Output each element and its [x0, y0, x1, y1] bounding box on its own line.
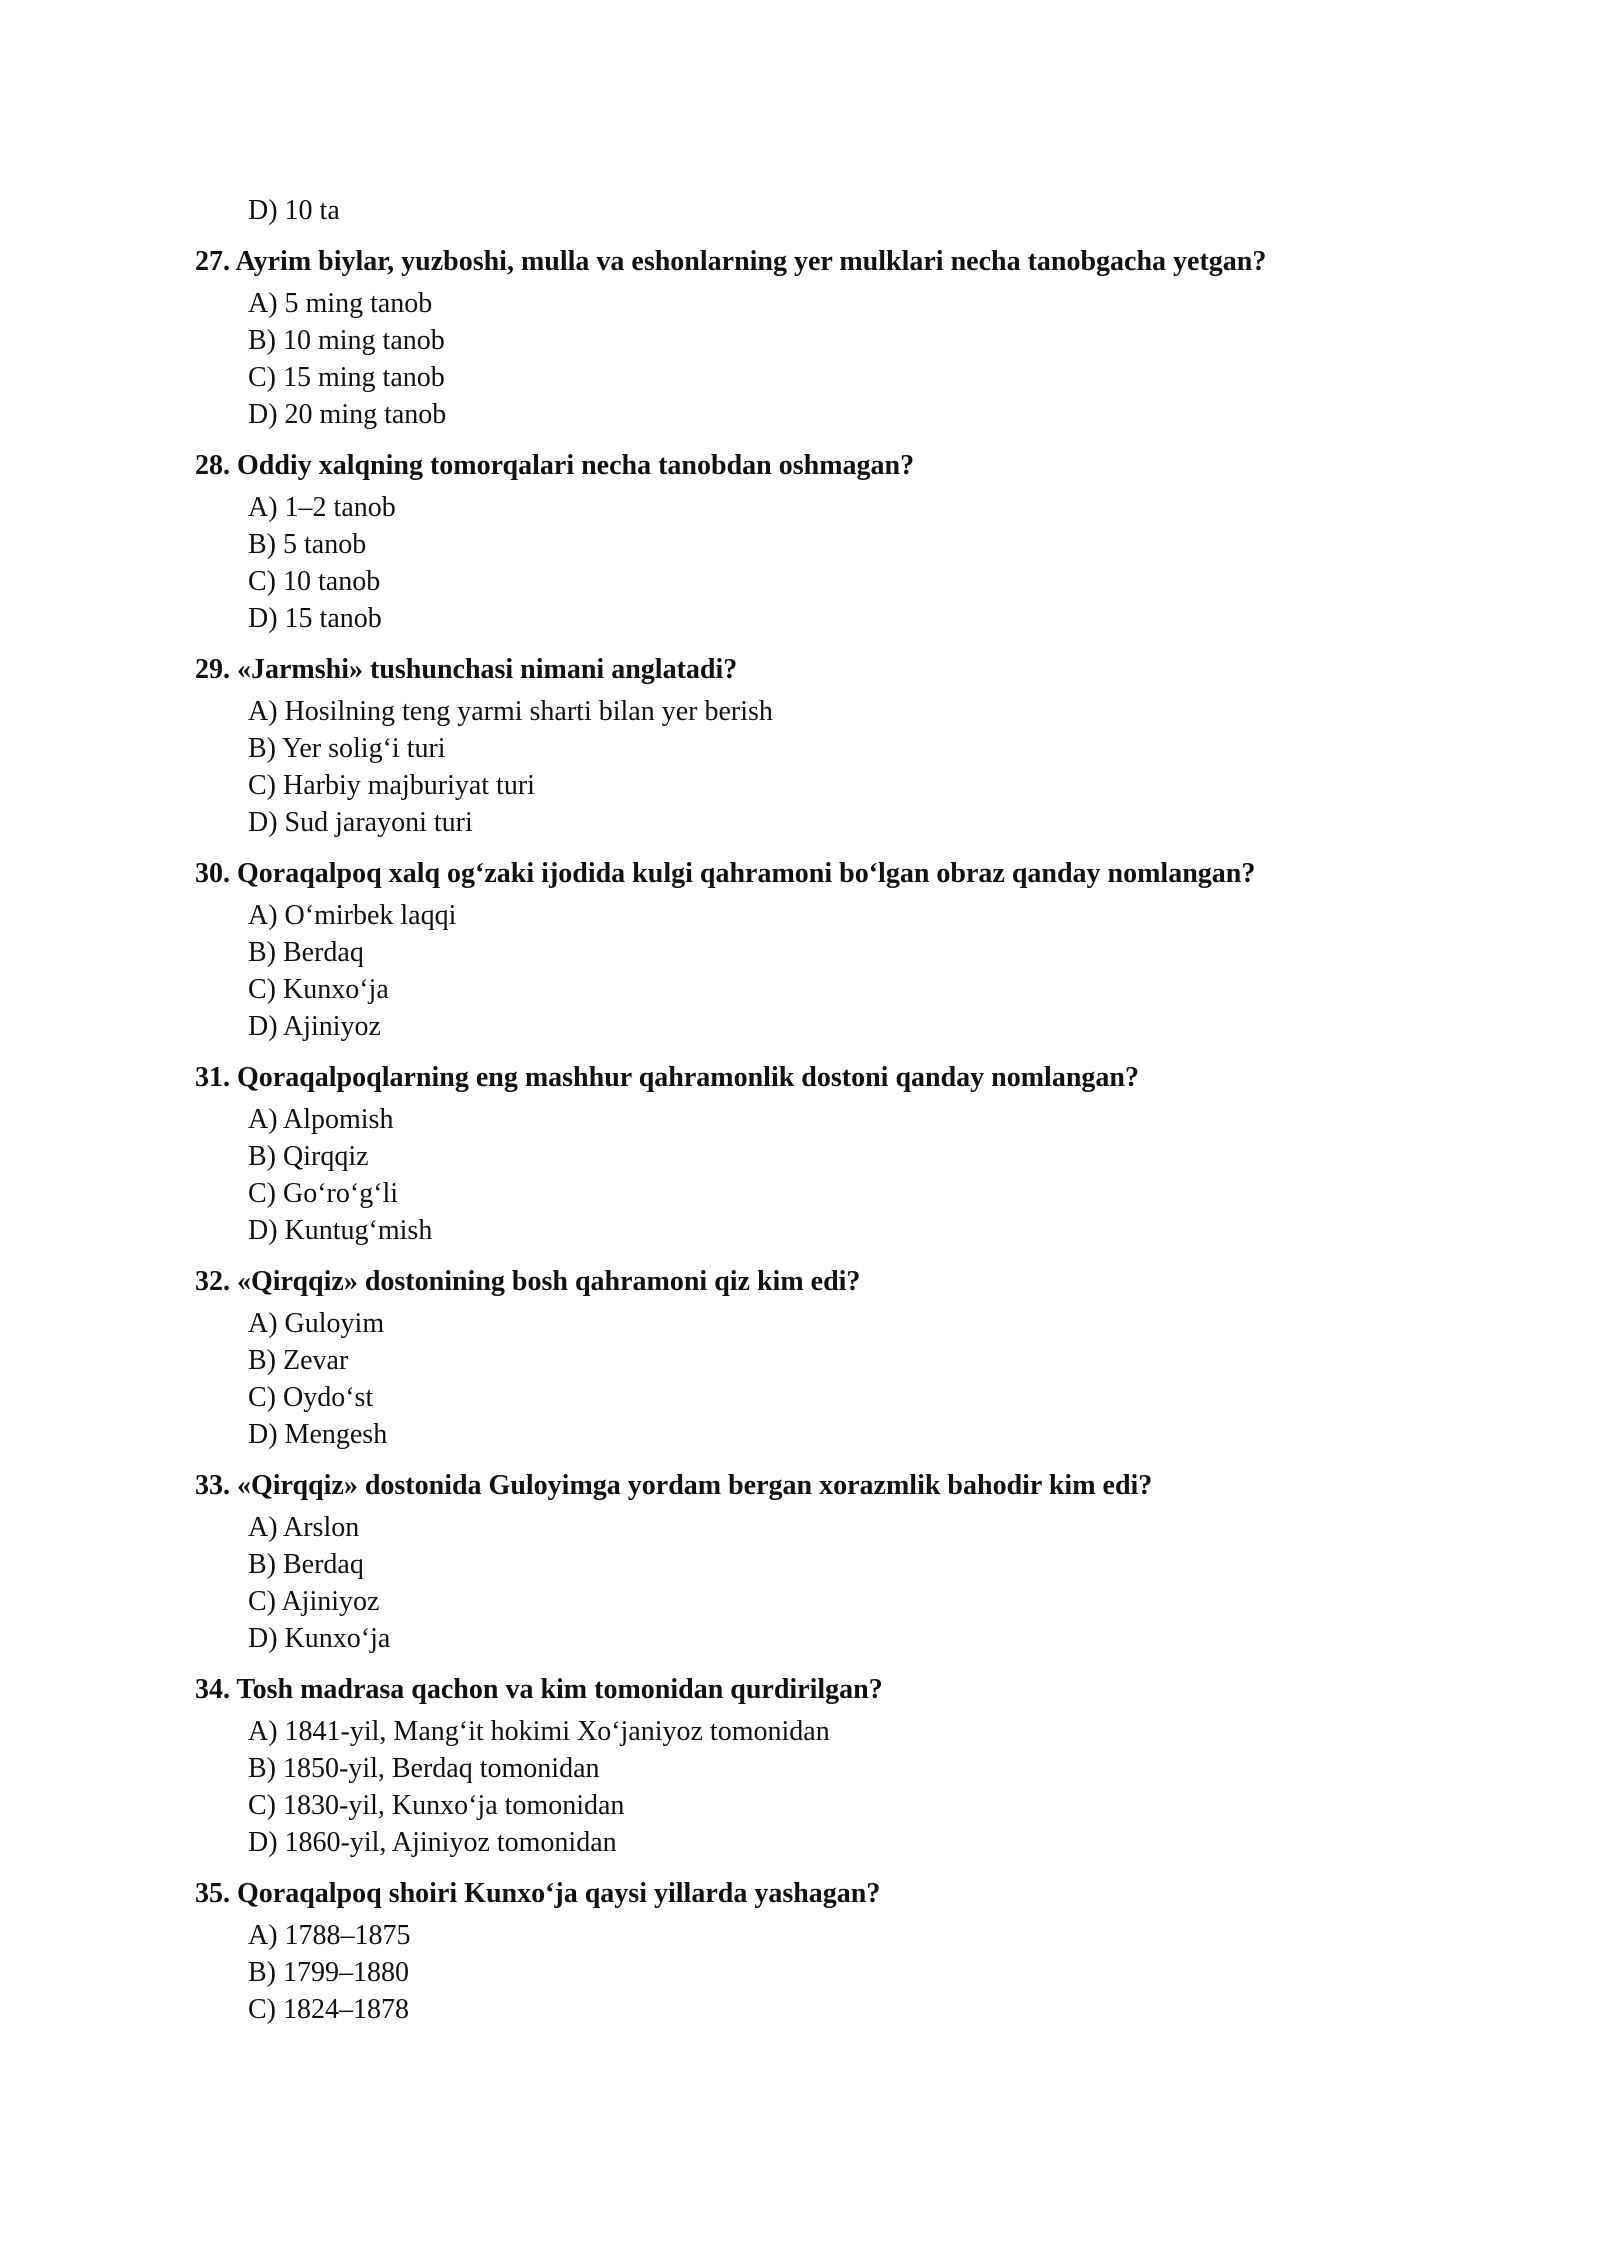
answer-option: C) Go‘ro‘g‘li: [248, 1178, 399, 1209]
answer-option: D) 10 ta: [248, 195, 340, 226]
answer-option: D) 1860-yil, Ajiniyoz tomonidan: [248, 1827, 617, 1858]
answer-option: C) 15 ming tanob: [248, 362, 445, 393]
answer-option: C) Kunxo‘ja: [248, 974, 389, 1005]
answer-option: D) 20 ming tanob: [248, 399, 447, 430]
answer-option: D) Sud jarayoni turi: [248, 807, 473, 838]
question-text: Tosh madrasa qachon va kim tomonidan qurdirilgan?: [236, 1674, 883, 1705]
question-block: [195, 651, 1415, 841]
answer-option: A) Arslon: [248, 1512, 360, 1543]
answer-option: B) Zevar: [248, 1345, 349, 1376]
question-list: [195, 192, 1415, 2028]
question-number: 29.: [195, 654, 230, 685]
answer-option: B) Qirqqiz: [248, 1141, 369, 1172]
answer-option: D) Mengesh: [248, 1419, 388, 1450]
answer-option: C) Oydo‘st: [248, 1382, 374, 1413]
answer-option: B) 5 tanob: [248, 529, 367, 560]
answer-option: B) 1799–1880: [248, 1957, 409, 1988]
question-block: [195, 1875, 1415, 2028]
question-title: [195, 1263, 1415, 1300]
question-block: [195, 1467, 1415, 1657]
question-text: «Qirqqiz» dostonida Guloyimga yordam bergan xorazmlik bahodir kim edi?: [237, 1470, 1153, 1501]
answer-option: A) 5 ming tanob: [248, 288, 433, 319]
question-block: [195, 855, 1415, 1045]
answer-option: A) Guloyim: [248, 1308, 385, 1339]
answer-option: D) Ajiniyoz: [248, 1011, 381, 1042]
question-text: Qoraqalpoq shoiri Kunxo‘ja qaysi yillarda yashagan?: [237, 1878, 881, 1909]
question-number: 32.: [195, 1266, 230, 1297]
question-text: «Jarmshi» tushunchasi nimani anglatadi?: [237, 654, 738, 685]
answer-option: C) 1830-yil, Kunxo‘ja tomonidan: [248, 1790, 625, 1821]
answer-option: B) Berdaq: [248, 1549, 364, 1580]
question-title: [195, 447, 1415, 484]
question-number: 27.: [195, 246, 230, 277]
question-number: 35.: [195, 1878, 230, 1909]
answer-option: D) 15 tanob: [248, 603, 382, 634]
question-number: 30.: [195, 858, 230, 889]
answer-option: D) Kunxo‘ja: [248, 1623, 391, 1654]
answer-option: A) 1–2 tanob: [248, 492, 396, 523]
question-block: [195, 447, 1415, 637]
question-title: [195, 1671, 1415, 1708]
question-number: 28.: [195, 450, 230, 481]
question-block: [195, 243, 1415, 433]
question-title: [195, 243, 1415, 280]
answer-option: C) 10 tanob: [248, 566, 381, 597]
answer-option: B) Yer solig‘i turi: [248, 733, 446, 764]
question-title: [195, 1059, 1415, 1096]
question-title: [195, 1467, 1415, 1504]
answer-option: A) 1788–1875: [248, 1920, 411, 1951]
question-block: [195, 1059, 1415, 1249]
answer-option: A) Hosilning teng yarmi sharti bilan yer berish: [248, 696, 773, 727]
question-text: Ayrim biylar, yuzboshi, mulla va eshonlarning yer mulklari necha tanobgacha yetgan?: [235, 246, 1267, 277]
question-text: Qoraqalpoq xalq og‘zaki ijodida kulgi qahramoni bo‘lgan obraz qanday nomlangan?: [237, 858, 1256, 889]
question-text: Oddiy xalqning tomorqalari necha tanobdan oshmagan?: [237, 450, 915, 481]
question-title: [195, 855, 1415, 892]
answer-option: B) Berdaq: [248, 937, 364, 968]
answer-option: B) 1850-yil, Berdaq tomonidan: [248, 1753, 600, 1784]
answer-option: C) 1824–1878: [248, 1994, 409, 2025]
answer-option: A) Alpomish: [248, 1104, 394, 1135]
questions-container: [195, 243, 1415, 2028]
question-number: 33.: [195, 1470, 230, 1501]
question-block: [195, 1263, 1415, 1453]
question-block: [195, 1671, 1415, 1861]
answer-option: B) 10 ming tanob: [248, 325, 445, 356]
question-text: «Qirqqiz» dostonining bosh qahramoni qiz kim edi?: [237, 1266, 861, 1297]
question-number: 31.: [195, 1062, 230, 1093]
answer-option: D) Kuntug‘mish: [248, 1215, 433, 1246]
answer-option: A) O‘mirbek laqqi: [248, 900, 457, 931]
question-number: 34.: [195, 1674, 230, 1705]
answer-option: A) 1841-yil, Mang‘it hokimi Xo‘janiyoz tomonidan: [248, 1716, 830, 1747]
question-text: Qoraqalpoqlarning eng mashhur qahramonlik dostoni qanday nomlangan?: [237, 1062, 1139, 1093]
answer-option: C) Harbiy majburiyat turi: [248, 770, 535, 801]
question-title: [195, 651, 1415, 688]
answer-option: C) Ajiniyoz: [248, 1586, 380, 1617]
question-title: [195, 1875, 1415, 1912]
